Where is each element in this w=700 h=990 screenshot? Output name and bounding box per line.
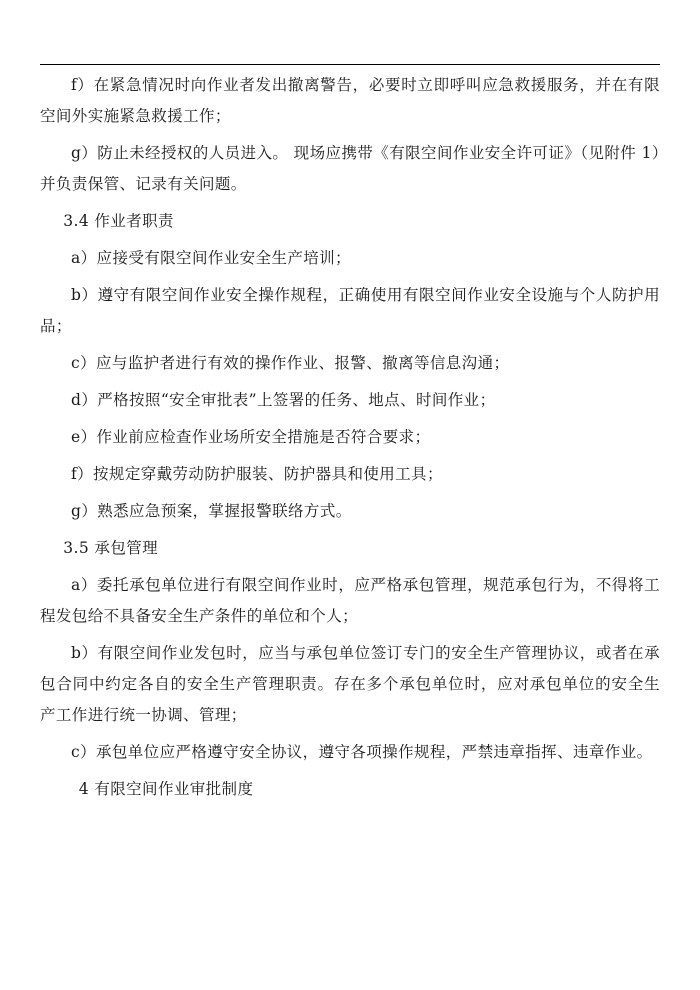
paragraph-worker-duty-f: f）按规定穿戴劳动防护服装、防护器具和使用工具； bbox=[71, 465, 443, 483]
paragraph-contract-c: c）承包单位应严格遵守安全协议，遵守各项操作规程，严禁违章指挥、违章作业。 bbox=[71, 743, 653, 761]
paragraph-worker-duty-a: a）应接受有限空间作业安全生产培训； bbox=[71, 249, 351, 267]
paragraph-worker-duty-b: b）遵守有限空间作业安全操作规程，正确使用有限空间作业安全设施与个人防护用品； bbox=[40, 286, 660, 335]
paragraph-contract-a: a）委托承包单位进行有限空间作业时，应严格承包管理，规范承包行为，不得将工程发包给不具备安全生产条件的单位和个人； bbox=[40, 576, 660, 625]
paragraph-monitor-duty-f: f）在紧急情况时向作业者发出撤离警告，必要时立即呼叫应急救援服务，并在有限空间外实施紧急救援工作； bbox=[40, 76, 660, 125]
paragraph-worker-duty-d: d）严格按照“安全审批表”上签署的任务、地点、时间作业； bbox=[71, 391, 496, 409]
section-heading-3-4: 3.4 作业者职责 bbox=[63, 212, 174, 230]
chapter-heading-4: 4 有限空间作业审批制度 bbox=[78, 780, 254, 798]
paragraph-worker-duty-e: e）作业前应检查作业场所安全措施是否符合要求； bbox=[71, 428, 431, 446]
document-body bbox=[40, 70, 660, 805]
paragraph-contract-b: b）有限空间作业发包时，应当与承包单位签订专门的安全生产管理协议，或者在承包合同中约定各自的安全生产管理职责。存在多个承包单位时，应对承包单位的安全生产工作进行统一协调、管理； bbox=[40, 644, 660, 724]
paragraph-monitor-duty-g: g）防止未经授权的人员进入。 现场应携带《有限空间作业安全许可证》（见附件 1）并负责保管、记录有关问题。 bbox=[40, 144, 660, 193]
header-rule bbox=[40, 64, 660, 65]
section-heading-3-5: 3.5 承包管理 bbox=[63, 539, 159, 557]
paragraph-worker-duty-g: g）熟悉应急预案，掌握报警联络方式。 bbox=[71, 502, 352, 520]
paragraph-worker-duty-c: c）应与监护者进行有效的操作作业、报警、撤离等信息沟通； bbox=[71, 354, 510, 372]
